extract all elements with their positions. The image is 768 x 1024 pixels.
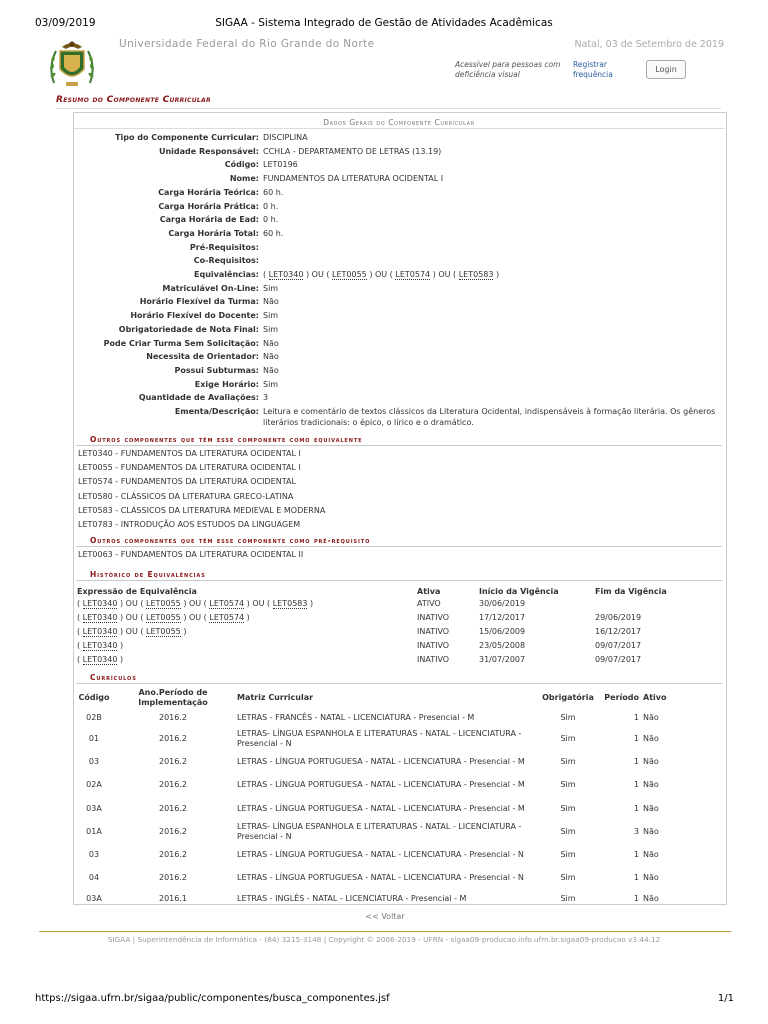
equivalence-code-link[interactable]: LET0574 <box>209 599 245 609</box>
equivalence-code-link[interactable]: LET0055 <box>146 599 181 609</box>
equivalent-divider <box>76 445 722 446</box>
field-label: Horário Flexível da Turma: <box>139 297 259 307</box>
curriculum-code: 04 <box>88 873 100 883</box>
field-label: Matriculável On-Line: <box>162 283 259 293</box>
implementation-period: 2016.2 <box>159 713 187 722</box>
field-label: Tipo do Componente Curricular: <box>115 133 259 142</box>
page-title: Resumo do Componente Curricular <box>56 95 211 105</box>
curriculum-matrix: LETRAS - LÍNGUA PORTUGUESA - NATAL - LICENCIATURA - Presencial - N <box>237 873 524 883</box>
list-item: LET0583 - CLÁSSICOS DA LITERATURA MEDIEVAL E MODERNA <box>78 505 326 515</box>
start-date: 15/06/2009 <box>479 626 526 636</box>
field-label: Co-Requisitos: <box>193 256 259 266</box>
general-data-list <box>78 131 718 428</box>
equivalence-separator: ) OU ( <box>366 270 396 280</box>
footer-divider <box>39 931 731 932</box>
active-status: INATIVO <box>417 613 450 623</box>
equivalence-separator: ( <box>263 270 269 280</box>
field-label: Quantidade de Avaliações: <box>138 393 259 403</box>
curriculum-code: 03 <box>88 756 100 766</box>
field-row <box>78 295 718 309</box>
field-label: Pré-Requisitos: <box>189 242 259 252</box>
field-row <box>78 309 718 323</box>
field-value: Sim <box>263 324 279 334</box>
cur-header-matrix: Matriz Curricular <box>237 693 314 702</box>
list-item: LET0783 - INTRODUÇÃO AOS ESTUDOS DA LINGUAGEM <box>78 520 301 530</box>
curriculum-code: 02A <box>86 780 102 790</box>
table-row <box>77 797 719 820</box>
field-row <box>78 186 718 200</box>
history-section-title: Histórico de Equivalências <box>90 570 206 579</box>
field-label: Possui Subturmas: <box>174 365 259 375</box>
field-label: Carga Horária Teórica: <box>158 187 259 197</box>
field-row <box>78 227 718 241</box>
field-label: Obrigatoriedade de Nota Final: <box>118 324 259 334</box>
field-value: Não <box>263 352 279 362</box>
prereq-list <box>78 548 303 562</box>
start-date: 30/06/2019 <box>479 599 526 609</box>
active: Não <box>643 894 659 904</box>
end-date: 09/07/2017 <box>595 640 642 650</box>
field-row <box>78 378 718 392</box>
curriculum-code: 03 <box>88 850 100 860</box>
field-value: LET0196 <box>263 160 298 170</box>
implementation-period: 2016.1 <box>159 894 187 904</box>
field-label: Carga Horária Prática: <box>158 201 259 211</box>
implementation-period: 2016.2 <box>159 780 187 790</box>
curriculum-code: 03A <box>86 803 102 813</box>
equivalence-code-link[interactable]: LET0340 <box>82 626 118 636</box>
mandatory: Sim <box>560 850 576 860</box>
field-label: Necessita de Orientador: <box>146 352 259 362</box>
field-label: Equivalências: <box>194 270 259 280</box>
field-row <box>78 364 718 378</box>
table-row <box>77 611 719 625</box>
field-value: 3 <box>263 393 269 403</box>
field-value: FUNDAMENTOS DA LITERATURA OCIDENTAL I <box>263 174 444 184</box>
table-row <box>77 709 719 727</box>
curriculum-matrix: LETRAS- LÍNGUA ESPANHOLA E LITERATURAS - NATAL - LICENCIATURA - Presencial - N <box>237 821 522 841</box>
table-row <box>77 890 719 908</box>
table-row <box>77 727 719 750</box>
active: Não <box>643 873 659 883</box>
start-date: 23/05/2008 <box>479 640 526 650</box>
history-header-end: Fim da Vigência <box>595 586 667 596</box>
active-status: INATIVO <box>417 640 450 650</box>
curriculum-matrix: LETRAS - LÍNGUA PORTUGUESA - NATAL - LICENCIATURA - Presencial - N <box>237 850 524 860</box>
start-date: 31/07/2007 <box>479 654 526 664</box>
field-row <box>78 391 718 405</box>
equivalent-list <box>78 447 325 532</box>
table-row <box>77 867 719 890</box>
equivalence-code-link[interactable]: LET0340 <box>82 640 118 650</box>
title-divider <box>56 108 721 109</box>
field-row <box>78 213 718 227</box>
mandatory: Sim <box>560 873 576 883</box>
active: Não <box>643 756 659 766</box>
end-date: 16/12/2017 <box>595 626 642 636</box>
equivalence-code-link[interactable]: LET0340 <box>82 613 118 623</box>
field-label: Carga Horária de Ead: <box>159 215 259 225</box>
equivalence-code-link[interactable]: LET0055 <box>146 613 181 623</box>
table-row <box>77 820 719 843</box>
back-link[interactable]: << Voltar <box>365 912 405 921</box>
equivalence-code-link[interactable]: LET0340 <box>82 654 118 664</box>
list-item: LET0063 - FUNDAMENTOS DA LITERATURA OCIDENTAL II <box>78 550 304 559</box>
table-row <box>77 625 719 639</box>
caption-divider <box>74 128 725 129</box>
curriculum-matrix: LETRAS - LÍNGUA PORTUGUESA - NATAL - LICENCIATURA - Presencial - M <box>237 803 525 813</box>
field-label: Exige Horário: <box>194 379 259 389</box>
curriculos-section-title: Currículos <box>90 673 137 682</box>
curriculum-matrix: LETRAS - LÍNGUA PORTUGUESA - NATAL - LICENCIATURA - Presencial - M <box>237 780 525 790</box>
equivalence-expression: ( LET0340 ) OU ( LET0055 ) OU ( LET0574 ) <box>77 613 250 623</box>
mandatory: Sim <box>560 826 576 836</box>
field-value: Sim <box>263 283 279 293</box>
active: Não <box>643 850 659 860</box>
active-status: INATIVO <box>417 654 450 664</box>
field-value: Sim <box>263 379 279 389</box>
curriculum-code: 01 <box>88 733 100 743</box>
end-date: 29/06/2019 <box>595 613 642 623</box>
field-row <box>78 323 718 337</box>
equivalence-expression: ( LET0340 ) <box>77 654 124 664</box>
equivalence-link[interactable]: LET0340 <box>268 270 304 280</box>
term: 1 <box>633 850 639 860</box>
field-label: Unidade Responsável: <box>158 146 259 156</box>
active: Não <box>643 733 659 743</box>
cur-header-term: Período <box>604 693 639 702</box>
field-label: Código: <box>224 160 259 170</box>
field-row <box>78 350 718 364</box>
curriculum-code: 02B <box>86 713 102 722</box>
cur-header-active: Ativo <box>643 693 667 702</box>
term: 1 <box>633 803 639 813</box>
field-row <box>78 268 718 282</box>
end-date <box>595 597 719 611</box>
field-value: Leitura e comentário de textos clássicos da Literatura Ocidental, indispensáveis à formação literária. Os gêneros literários tradicionais: o épico, o lírico e o dramático. <box>263 407 716 427</box>
curriculum-code: 01A <box>86 826 102 836</box>
field-value: 60 h. <box>263 187 284 197</box>
mandatory: Sim <box>560 713 576 722</box>
equivalence-code-link[interactable]: LET0055 <box>146 626 181 636</box>
term: 3 <box>633 826 639 836</box>
equivalence-link[interactable]: LET0583 <box>458 270 494 280</box>
mandatory: Sim <box>560 780 576 790</box>
cur-header-code: Código <box>78 693 110 702</box>
field-value: 0 h. <box>263 215 279 225</box>
print-url: https://sigaa.ufrn.br/sigaa/public/componentes/busca_componentes.jsf <box>35 993 390 1004</box>
history-table <box>77 585 719 666</box>
field-label: Pode Criar Turma Sem Solicitação: <box>103 338 259 348</box>
field-label: Nome: <box>229 174 259 184</box>
prereq-section-title: Outros componentes que têm esse componente como pré-requisito <box>90 536 371 545</box>
implementation-period: 2016.2 <box>159 873 187 883</box>
implementation-period: 2016.2 <box>159 850 187 860</box>
accessibility-link[interactable]: Acessível para pessoas com deficiência visual <box>455 60 561 79</box>
field-value: Não <box>263 365 279 375</box>
cur-header-mandatory: Obrigatória <box>542 693 594 702</box>
implementation-period: 2016.2 <box>159 733 187 743</box>
current-date: Natal, 03 de Setembro de 2019 <box>574 39 724 50</box>
field-value: 60 h. <box>263 228 284 238</box>
term: 1 <box>633 733 639 743</box>
field-row <box>78 405 718 428</box>
equivalent-section-title: Outros componentes que têm esse componente como equivalente <box>90 435 363 444</box>
equivalence-separator: ) <box>493 270 500 280</box>
list-item: LET0580 - CLÁSSICOS DA LITERATURA GRECO-LATINA <box>78 491 294 501</box>
equivalence-code-link[interactable]: LET0340 <box>82 599 118 609</box>
active-status: INATIVO <box>417 626 450 636</box>
list-item: LET0055 - FUNDAMENTOS DA LITERATURA OCIDENTAL I <box>78 463 301 473</box>
table-row <box>77 638 719 652</box>
equivalence-code-link[interactable]: LET0574 <box>209 613 245 623</box>
equivalence-link[interactable]: LET0055 <box>332 270 367 280</box>
field-value: Não <box>263 338 279 348</box>
mandatory: Sim <box>560 733 576 743</box>
active: Não <box>643 826 659 836</box>
field-label: Ementa/Descrição: <box>174 407 259 417</box>
field-label: Carga Horária Total: <box>168 228 259 238</box>
term: 1 <box>633 873 639 883</box>
register-attendance-link[interactable]: Registrar frequência <box>573 60 613 79</box>
equivalence-separator: ) OU ( <box>303 270 333 280</box>
field-row <box>78 172 718 186</box>
implementation-period: 2016.2 <box>159 803 187 813</box>
list-item: LET0340 - FUNDAMENTOS DA LITERATURA OCIDENTAL I <box>78 449 301 458</box>
mandatory: Sim <box>560 756 576 766</box>
field-row <box>78 158 718 172</box>
field-row <box>78 241 718 255</box>
curriculos-table <box>77 687 719 908</box>
start-date: 17/12/2017 <box>479 613 526 623</box>
mandatory: Sim <box>560 803 576 813</box>
field-value: Sim <box>263 311 279 321</box>
curriculum-code: 03A <box>86 894 102 904</box>
term: 1 <box>633 713 639 722</box>
field-value: 0 h. <box>263 201 279 211</box>
field-value: DISCIPLINA <box>263 133 308 142</box>
print-date: 03/09/2019 <box>35 17 96 29</box>
history-header-active: Ativa <box>417 586 441 596</box>
field-row <box>78 145 718 159</box>
curriculum-matrix: LETRAS - FRANCÊS - NATAL - LICENCIATURA - Presencial - M <box>237 713 475 722</box>
field-label: Horário Flexível do Docente: <box>130 311 259 321</box>
university-name: Universidade Federal do Rio Grande do Norte <box>119 38 375 50</box>
table-row <box>77 774 719 797</box>
system-footer: SIGAA | Superintendência de Informática - (84) 3215-3148 | Copyright © 2006-2019 - UFRN - sigaa09-producao.info.ufrn.br.sigaa09-producao v3.44.12 <box>107 935 661 944</box>
equivalence-code-link[interactable]: LET0583 <box>272 599 308 609</box>
login-button[interactable]: Login <box>646 60 686 79</box>
print-title: SIGAA - Sistema Integrado de Gestão de Atividades Acadêmicas <box>215 17 553 29</box>
ufrn-logo <box>46 37 98 89</box>
field-row <box>78 254 718 268</box>
field-value: Não <box>263 297 279 307</box>
equivalence-link[interactable]: LET0574 <box>395 270 431 280</box>
table-row <box>77 597 719 611</box>
active: Não <box>643 803 659 813</box>
mandatory: Sim <box>560 894 576 904</box>
term: 1 <box>633 780 639 790</box>
list-item: LET0574 - FUNDAMENTOS DA LITERATURA OCIDENTAL <box>78 477 296 487</box>
curriculum-matrix: LETRAS- LÍNGUA ESPANHOLA E LITERATURAS - NATAL - LICENCIATURA - Presencial - N <box>237 728 522 748</box>
implementation-period: 2016.2 <box>159 756 187 766</box>
field-value <box>263 268 499 282</box>
active-status: ATIVO <box>417 599 441 609</box>
equivalence-expression: ( LET0340 ) OU ( LET0055 ) <box>77 626 187 636</box>
active: Não <box>643 780 659 790</box>
field-row <box>78 200 718 214</box>
history-header-start: Início da Vigência <box>479 586 559 596</box>
curriculos-divider <box>76 683 722 684</box>
table-row <box>77 843 719 866</box>
curriculum-matrix: LETRAS - LÍNGUA PORTUGUESA - NATAL - LICENCIATURA - Presencial - M <box>237 756 525 766</box>
end-date: 09/07/2017 <box>595 654 642 664</box>
equivalence-separator: ) OU ( <box>430 270 459 280</box>
field-row <box>78 337 718 351</box>
implementation-period: 2016.2 <box>159 826 187 836</box>
equivalence-expression: ( LET0340 ) OU ( LET0055 ) OU ( LET0574 ) OU ( LET0583 ) <box>77 599 314 609</box>
cur-header-period: Ano.Período de Implementação <box>138 688 208 707</box>
history-divider <box>76 580 722 581</box>
table-row <box>77 652 719 666</box>
term: 1 <box>633 756 639 766</box>
general-data-caption: Dados Gerais do Componente Curricular <box>323 118 475 127</box>
table-row <box>77 750 719 773</box>
curriculum-matrix: LETRAS - INGLÊS - NATAL - LICENCIATURA - Presencial - M <box>237 894 467 904</box>
print-page-number: 1/1 <box>717 993 734 1004</box>
history-header-expression: Expressão de Equivalência <box>77 586 197 596</box>
term: 1 <box>633 894 639 904</box>
equivalence-expression: ( LET0340 ) <box>77 640 124 650</box>
field-row <box>78 131 718 145</box>
prereq-divider <box>76 546 722 547</box>
field-row <box>78 282 718 296</box>
active: Não <box>643 713 659 722</box>
field-value: CCHLA - DEPARTAMENTO DE LETRAS (13.19) <box>263 146 442 156</box>
